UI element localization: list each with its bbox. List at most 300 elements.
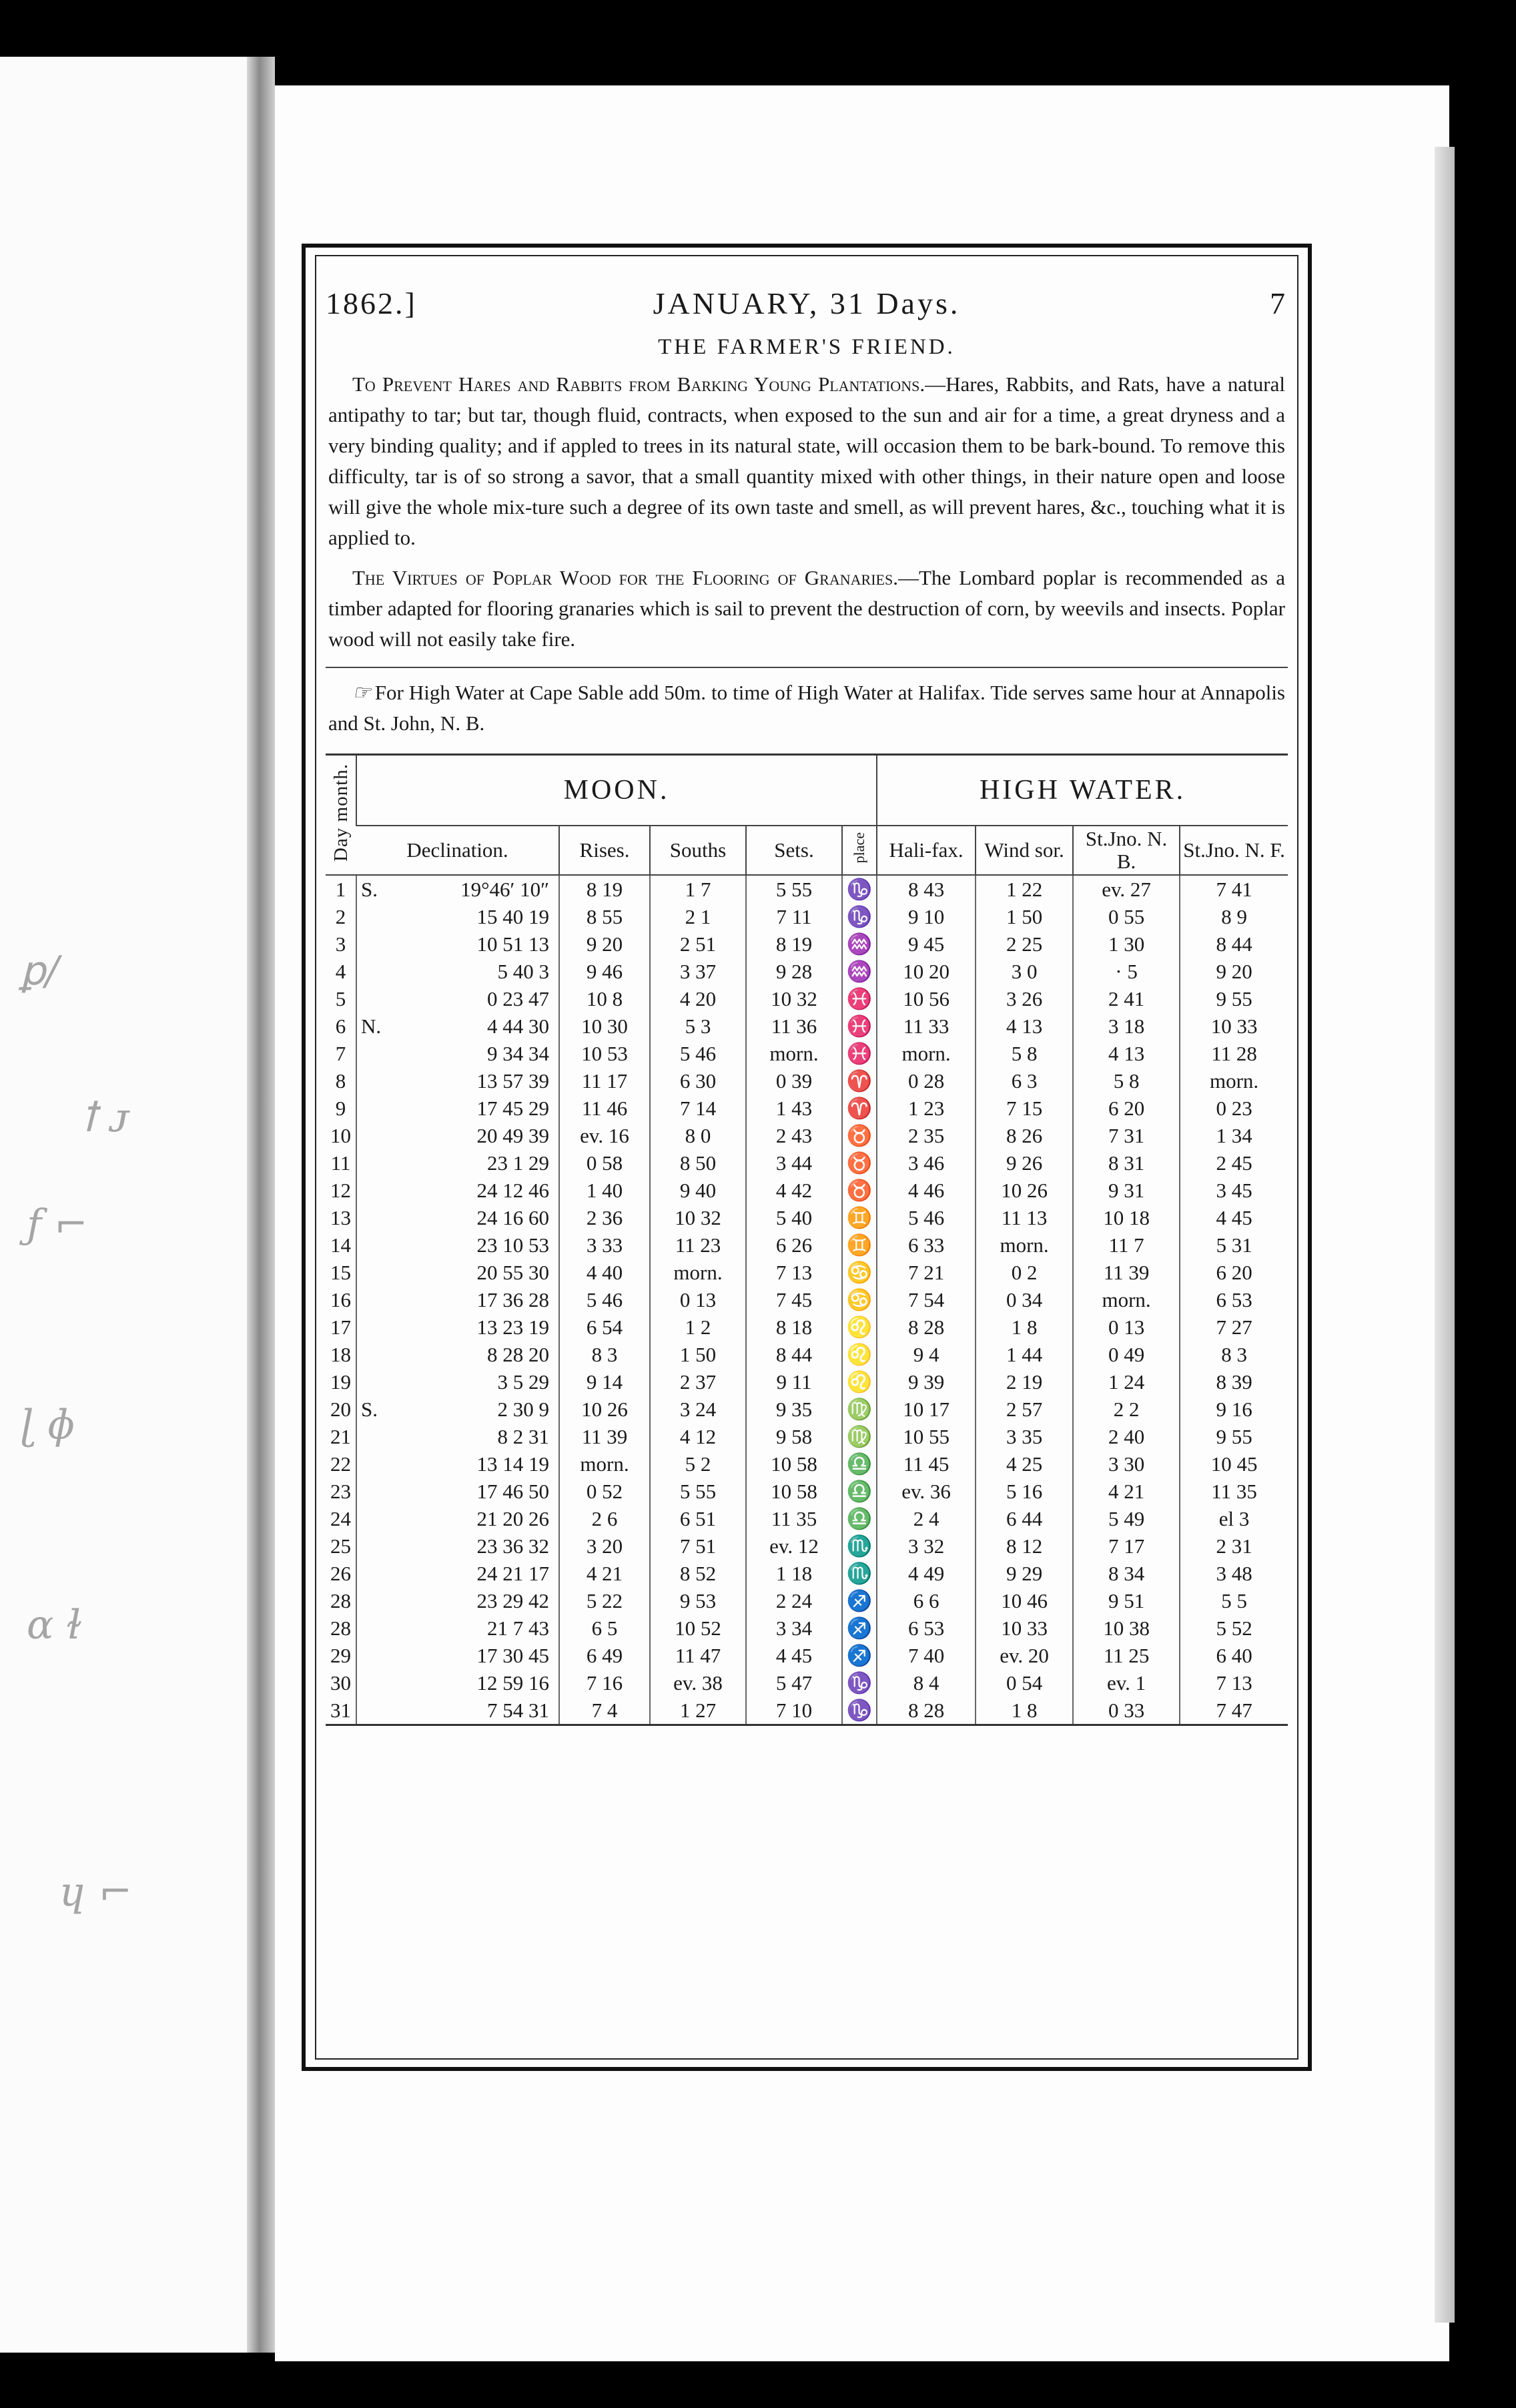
cell-windsor: 3 0 <box>976 958 1073 985</box>
cell-nf: 4 45 <box>1180 1204 1288 1231</box>
handwriting-mark: ꝑ/ <box>20 948 59 994</box>
cell-sets: 1 43 <box>746 1095 842 1122</box>
header-windsor: Wind sor. <box>976 826 1073 875</box>
cell-rises: 0 58 <box>559 1149 650 1177</box>
cell-halifax: 5 46 <box>877 1204 976 1231</box>
table-row <box>326 1204 1288 1231</box>
declination-direction <box>361 1204 394 1231</box>
divider <box>326 667 1288 668</box>
cell-souths: 1 50 <box>650 1341 746 1368</box>
cell-place: ♑ <box>842 875 877 903</box>
cell-nb: 2 41 <box>1073 985 1180 1012</box>
cell-day: 1 <box>335 878 346 901</box>
cell-declination <box>356 1450 559 1478</box>
cell-declination <box>356 1313 559 1341</box>
declination-value: 20 55 30 <box>476 1261 549 1284</box>
cell-declination <box>356 1259 559 1286</box>
cell-halifax: 0 28 <box>877 1067 976 1095</box>
declination-value: 17 36 28 <box>476 1288 549 1311</box>
cell-sets: 9 58 <box>746 1423 842 1450</box>
table-row <box>326 1177 1288 1204</box>
declination-direction <box>361 1067 394 1095</box>
cell-windsor: 1 8 <box>976 1313 1073 1341</box>
cell-nb: 2 2 <box>1073 1396 1180 1423</box>
cell-declination <box>356 1505 559 1532</box>
declination-value: 24 16 60 <box>476 1206 549 1229</box>
cell-souths: 1 7 <box>650 875 746 903</box>
cell-souths: 8 50 <box>650 1149 746 1177</box>
cell-windsor: ev. 20 <box>976 1642 1073 1669</box>
cell-nf: 5 52 <box>1180 1614 1288 1642</box>
cell-souths: 0 13 <box>650 1286 746 1313</box>
cell-nf: 1 34 <box>1180 1122 1288 1149</box>
declination-direction <box>361 1259 394 1286</box>
cell-place: ♏ <box>842 1532 877 1560</box>
cell-nf: 7 13 <box>1180 1669 1288 1697</box>
cell-rises: 9 20 <box>559 930 650 958</box>
cell-windsor: 5 16 <box>976 1478 1073 1505</box>
cell-day: 21 <box>330 1425 351 1448</box>
declination-value: 17 46 50 <box>476 1480 549 1503</box>
header-declination: Declination. <box>356 826 559 875</box>
cell-day: 12 <box>330 1179 351 1202</box>
cell-nf: 6 20 <box>1180 1259 1288 1286</box>
declination-direction <box>361 1368 394 1396</box>
cell-declination <box>356 1122 559 1149</box>
cell-declination <box>356 1396 559 1423</box>
declination-value: 13 23 19 <box>476 1315 549 1339</box>
cell-nb: 11 39 <box>1073 1259 1180 1286</box>
table-row <box>326 1341 1288 1368</box>
cell-place: ♎ <box>842 1505 877 1532</box>
cell-nf: 10 33 <box>1180 1012 1288 1040</box>
cell-rises: 8 19 <box>559 875 650 903</box>
cell-declination <box>356 875 559 903</box>
cell-halifax: 2 35 <box>877 1122 976 1149</box>
declination-direction <box>361 1177 394 1204</box>
cell-nb: 1 30 <box>1073 930 1180 958</box>
cell-day: 9 <box>335 1097 346 1120</box>
cell-nb: morn. <box>1073 1286 1180 1313</box>
cell-sets: 9 28 <box>746 958 842 985</box>
cell-declination <box>356 958 559 985</box>
cell-halifax: 9 45 <box>877 930 976 958</box>
cell-souths: 1 27 <box>650 1697 746 1724</box>
declination-value: 21 7 43 <box>487 1616 549 1640</box>
header-halifax: Hali-fax. <box>877 826 976 875</box>
cell-place: ♋ <box>842 1259 877 1286</box>
declination-direction <box>361 1478 394 1505</box>
cell-place: ♍ <box>842 1396 877 1423</box>
cell-sets: 5 47 <box>746 1669 842 1697</box>
cell-nf: 9 20 <box>1180 958 1288 985</box>
cell-windsor: 8 26 <box>976 1122 1073 1149</box>
cell-windsor: 1 22 <box>976 875 1073 903</box>
cell-nb: 11 25 <box>1073 1642 1180 1669</box>
table-row <box>326 1067 1288 1095</box>
header-souths: Souths <box>650 826 746 875</box>
article-heading: To Prevent Hares and Rabbits from Barking Young Plantations. <box>352 372 925 396</box>
cell-declination <box>356 903 559 930</box>
declination-direction <box>361 1149 394 1177</box>
cell-halifax: 4 49 <box>877 1560 976 1587</box>
declination-direction <box>361 930 394 958</box>
cell-halifax: 9 4 <box>877 1341 976 1368</box>
cell-rises: 6 54 <box>559 1313 650 1341</box>
cell-nf: 0 23 <box>1180 1095 1288 1122</box>
cell-nb: 5 49 <box>1073 1505 1180 1532</box>
cell-souths: 9 40 <box>650 1177 746 1204</box>
cell-windsor: 10 26 <box>976 1177 1073 1204</box>
cell-declination <box>356 1642 559 1669</box>
cell-halifax: 8 28 <box>877 1697 976 1724</box>
declination-value: 23 36 32 <box>476 1534 549 1558</box>
cell-declination <box>356 1204 559 1231</box>
cell-day: 10 <box>330 1124 351 1147</box>
cell-windsor: 9 26 <box>976 1149 1073 1177</box>
cell-windsor: morn. <box>976 1231 1073 1259</box>
declination-direction <box>361 1286 394 1313</box>
table-row <box>326 1122 1288 1149</box>
declination-direction <box>361 1231 394 1259</box>
handwriting-mark: ɑ ɫ <box>27 1602 82 1648</box>
cell-sets: 11 36 <box>746 1012 842 1040</box>
declination-value: 23 10 53 <box>476 1233 549 1257</box>
table-row <box>326 1396 1288 1423</box>
cell-nf: 5 5 <box>1180 1587 1288 1614</box>
cell-declination <box>356 985 559 1012</box>
cell-place: ♉ <box>842 1177 877 1204</box>
cell-place: ♋ <box>842 1286 877 1313</box>
cell-nb: 9 51 <box>1073 1587 1180 1614</box>
cell-declination <box>356 1587 559 1614</box>
table-row <box>326 1040 1288 1067</box>
handwriting-mark: ꝉ ᴊ <box>80 1095 130 1141</box>
cell-rises: 11 39 <box>559 1423 650 1450</box>
declination-direction <box>361 1313 394 1341</box>
cell-souths: 2 51 <box>650 930 746 958</box>
cell-windsor: 10 46 <box>976 1587 1073 1614</box>
cell-souths: 5 46 <box>650 1040 746 1067</box>
cell-sets: 7 45 <box>746 1286 842 1313</box>
table-row <box>326 1560 1288 1587</box>
cell-rises: 3 33 <box>559 1231 650 1259</box>
cell-halifax: 10 56 <box>877 985 976 1012</box>
cell-nb: 4 13 <box>1073 1040 1180 1067</box>
cell-nf: 6 53 <box>1180 1286 1288 1313</box>
cell-windsor: 4 13 <box>976 1012 1073 1040</box>
cell-halifax: 10 20 <box>877 958 976 985</box>
cell-halifax: 6 33 <box>877 1231 976 1259</box>
cell-place: ♎ <box>842 1450 877 1478</box>
cell-day: 26 <box>330 1562 351 1585</box>
cell-nb: 3 30 <box>1073 1450 1180 1478</box>
cell-halifax: 7 40 <box>877 1642 976 1669</box>
cell-nb: 10 18 <box>1073 1204 1180 1231</box>
cell-sets: 7 10 <box>746 1697 842 1724</box>
cell-place: ♑ <box>842 1697 877 1724</box>
cell-nf: 8 44 <box>1180 930 1288 958</box>
article-hares-rabbits <box>328 369 1285 553</box>
cell-souths: 3 37 <box>650 958 746 985</box>
cell-day: 29 <box>330 1644 351 1667</box>
cell-windsor: 1 50 <box>976 903 1073 930</box>
cell-souths: 10 32 <box>650 1204 746 1231</box>
cell-nb: 7 17 <box>1073 1532 1180 1560</box>
cell-rises: 10 26 <box>559 1396 650 1423</box>
declination-value: 3 5 29 <box>497 1370 549 1394</box>
handwriting-mark: ɭ ɸ <box>20 1402 75 1448</box>
header-sets: Sets. <box>746 826 842 875</box>
cell-halifax: 11 33 <box>877 1012 976 1040</box>
header-rises: Rises. <box>559 826 650 875</box>
cell-sets: 11 35 <box>746 1505 842 1532</box>
cell-rises: 8 55 <box>559 903 650 930</box>
cell-declination <box>356 1614 559 1642</box>
cell-declination <box>356 1040 559 1067</box>
section-title: THE FARMER'S FRIEND. <box>658 335 956 359</box>
table-row <box>326 1259 1288 1286</box>
cell-windsor: 7 15 <box>976 1095 1073 1122</box>
cell-sets: 2 43 <box>746 1122 842 1149</box>
declination-value: 8 2 31 <box>497 1425 549 1448</box>
cell-nf: 7 41 <box>1180 875 1288 903</box>
declination-value: 20 49 39 <box>476 1124 549 1147</box>
cell-halifax: 3 32 <box>877 1532 976 1560</box>
cell-rises: 10 8 <box>559 985 650 1012</box>
cell-sets: 9 11 <box>746 1368 842 1396</box>
cell-windsor: 6 44 <box>976 1505 1073 1532</box>
table-row <box>326 1450 1288 1478</box>
cell-rises: 7 16 <box>559 1669 650 1697</box>
declination-direction <box>361 1560 394 1587</box>
cell-souths: 1 2 <box>650 1313 746 1341</box>
cell-halifax: 8 43 <box>877 875 976 903</box>
cell-sets: 8 19 <box>746 930 842 958</box>
declination-value: 7 54 31 <box>487 1699 549 1722</box>
cell-nf: el 3 <box>1180 1505 1288 1532</box>
cell-declination <box>356 1149 559 1177</box>
cell-halifax: 11 45 <box>877 1450 976 1478</box>
cell-souths: 8 0 <box>650 1122 746 1149</box>
page-edge <box>1435 147 1455 2323</box>
cell-place: ♒ <box>842 958 877 985</box>
cell-day: 7 <box>335 1042 346 1065</box>
cell-souths: 8 52 <box>650 1560 746 1587</box>
cell-place: ♐ <box>842 1614 877 1642</box>
cell-day: 24 <box>330 1507 351 1530</box>
cell-rises: 6 5 <box>559 1614 650 1642</box>
cell-nf: 9 16 <box>1180 1396 1288 1423</box>
cell-souths: 5 2 <box>650 1450 746 1478</box>
cell-souths: 10 52 <box>650 1614 746 1642</box>
declination-direction <box>361 1697 394 1724</box>
cell-rises: 9 46 <box>559 958 650 985</box>
cell-place: ♉ <box>842 1122 877 1149</box>
declination-value: 13 14 19 <box>476 1452 549 1476</box>
declination-value: 24 21 17 <box>476 1562 549 1585</box>
cell-declination <box>356 1012 559 1040</box>
cell-nb: 0 49 <box>1073 1341 1180 1368</box>
cell-souths: 2 1 <box>650 903 746 930</box>
cell-windsor: 1 44 <box>976 1341 1073 1368</box>
cell-sets: 10 32 <box>746 985 842 1012</box>
table-row <box>326 1286 1288 1313</box>
declination-value: 0 23 47 <box>487 987 549 1010</box>
table-row <box>326 1532 1288 1560</box>
cell-nb: 1 24 <box>1073 1368 1180 1396</box>
cell-rises: 1 40 <box>559 1177 650 1204</box>
cell-sets: 9 35 <box>746 1396 842 1423</box>
cell-windsor: 4 25 <box>976 1450 1073 1478</box>
cell-nf: morn. <box>1180 1067 1288 1095</box>
table-row <box>326 1149 1288 1177</box>
cell-windsor: 9 29 <box>976 1560 1073 1587</box>
cell-place: ♌ <box>842 1341 877 1368</box>
cell-windsor: 5 8 <box>976 1040 1073 1067</box>
declination-direction <box>361 958 394 985</box>
cell-souths: 11 23 <box>650 1231 746 1259</box>
cell-nb: 9 31 <box>1073 1177 1180 1204</box>
cell-place: ♊ <box>842 1231 877 1259</box>
declination-direction <box>361 1040 394 1067</box>
declination-direction <box>361 985 394 1012</box>
declination-value: 5 40 3 <box>497 960 549 983</box>
cell-halifax: 9 39 <box>877 1368 976 1396</box>
cell-place: ♓ <box>842 1012 877 1040</box>
cell-declination <box>356 1231 559 1259</box>
cell-rises: 7 4 <box>559 1697 650 1724</box>
cell-rises: morn. <box>559 1450 650 1478</box>
cell-sets: 10 58 <box>746 1478 842 1505</box>
cell-day: 13 <box>330 1206 351 1229</box>
cell-nb: 11 7 <box>1073 1231 1180 1259</box>
cell-place: ♎ <box>842 1478 877 1505</box>
cell-day: 6 <box>335 1014 346 1038</box>
cell-nf: 3 48 <box>1180 1560 1288 1587</box>
cell-windsor: 0 34 <box>976 1286 1073 1313</box>
cell-day: 23 <box>330 1480 351 1503</box>
cell-halifax: 7 54 <box>877 1286 976 1313</box>
cell-nb: 8 31 <box>1073 1149 1180 1177</box>
cell-place: ♑ <box>842 903 877 930</box>
declination-value: 19°46′ 10″ <box>460 878 549 901</box>
cell-place: ♈ <box>842 1067 877 1095</box>
table-row <box>326 1368 1288 1396</box>
cell-day: 11 <box>330 1151 351 1175</box>
cell-day: 16 <box>330 1288 351 1311</box>
cell-nb: 10 38 <box>1073 1614 1180 1642</box>
cell-sets: 8 18 <box>746 1313 842 1341</box>
cell-windsor: 6 3 <box>976 1067 1073 1095</box>
cell-declination <box>356 1423 559 1450</box>
article-poplar-wood <box>328 563 1285 655</box>
cell-windsor: 10 33 <box>976 1614 1073 1642</box>
cell-place: ♊ <box>842 1204 877 1231</box>
cell-windsor: 1 8 <box>976 1697 1073 1724</box>
declination-direction <box>361 1587 394 1614</box>
cell-place: ♉ <box>842 1149 877 1177</box>
declination-value: 13 57 39 <box>476 1069 549 1093</box>
article-body: —Hares, Rabbits, and Rats, have a natural antipathy to tar; but tar, though fluid, contracts, when exposed to the sun and air for a time, a great dryness and a very binding quality; and if appled to trees in its natural state, will occasion them to be bark-bound. To remove this difficulty, tar is of so strong a savor, that a small quantity mixed with other things, in their nature open and loose will give the whole mix-ture such a degree of its own taste and smell, as will prevent hares, &c., touching what it is applied to. <box>328 372 1285 549</box>
cell-day: 2 <box>335 905 346 928</box>
cell-rises: 10 30 <box>559 1012 650 1040</box>
declination-value: 4 44 30 <box>487 1014 549 1038</box>
cell-rises: 4 21 <box>559 1560 650 1587</box>
pointing-hand-icon: ☞ <box>352 681 370 704</box>
cell-souths: 7 51 <box>650 1532 746 1560</box>
cell-windsor: 11 13 <box>976 1204 1073 1231</box>
book-gutter <box>247 57 275 2353</box>
cell-declination <box>356 1286 559 1313</box>
cell-rises: 11 46 <box>559 1095 650 1122</box>
declination-value: 10 51 13 <box>476 932 549 956</box>
cell-windsor: 8 12 <box>976 1532 1073 1560</box>
cell-day: 30 <box>330 1671 351 1695</box>
table-row <box>326 1423 1288 1450</box>
header-stjno-nb: St.Jno. N. B. <box>1073 826 1180 875</box>
cell-nf: 9 55 <box>1180 1423 1288 1450</box>
cell-day: 28 <box>330 1589 351 1612</box>
cell-windsor: 0 54 <box>976 1669 1073 1697</box>
cell-place: ♐ <box>842 1587 877 1614</box>
header-place: place <box>842 826 877 875</box>
cell-windsor: 3 35 <box>976 1423 1073 1450</box>
cell-day: 8 <box>335 1069 346 1093</box>
cell-nf: 11 28 <box>1180 1040 1288 1067</box>
cell-souths: 3 24 <box>650 1396 746 1423</box>
cell-day: 4 <box>335 960 346 983</box>
page-number: 7 <box>1270 286 1285 320</box>
cell-halifax: 6 53 <box>877 1614 976 1642</box>
cell-halifax: morn. <box>877 1040 976 1067</box>
cell-nb: 3 18 <box>1073 1012 1180 1040</box>
table-bottom-rule <box>326 1724 1288 1726</box>
table-row <box>326 875 1288 903</box>
cell-nb: 2 40 <box>1073 1423 1180 1450</box>
cell-windsor: 2 25 <box>976 930 1073 958</box>
declination-direction: S. <box>361 1398 378 1421</box>
cell-sets: 0 39 <box>746 1067 842 1095</box>
cell-nb: 8 34 <box>1073 1560 1180 1587</box>
declination-direction <box>361 1450 394 1478</box>
cell-day: 17 <box>330 1315 351 1339</box>
cell-declination <box>356 1177 559 1204</box>
cell-windsor: 2 57 <box>976 1396 1073 1423</box>
cell-halifax: 4 46 <box>877 1177 976 1204</box>
cell-nf: 11 35 <box>1180 1478 1288 1505</box>
cell-day: 18 <box>330 1343 351 1366</box>
almanac-table-body <box>326 875 1288 1724</box>
cell-rises: 9 14 <box>559 1368 650 1396</box>
cell-windsor: 0 2 <box>976 1259 1073 1286</box>
cell-halifax: 8 28 <box>877 1313 976 1341</box>
cell-souths: ev. 38 <box>650 1669 746 1697</box>
cell-declination <box>356 1669 559 1697</box>
cell-souths: 5 55 <box>650 1478 746 1505</box>
cell-souths: morn. <box>650 1259 746 1286</box>
cell-day: 3 <box>335 932 346 956</box>
cell-day: 20 <box>330 1398 351 1421</box>
cell-souths: 4 12 <box>650 1423 746 1450</box>
cell-nb: 0 33 <box>1073 1697 1180 1724</box>
cell-sets: 3 44 <box>746 1149 842 1177</box>
declination-direction <box>361 1341 394 1368</box>
declination-value: 21 20 26 <box>476 1507 549 1530</box>
cell-place: ♏ <box>842 1560 877 1587</box>
cell-nf: 8 9 <box>1180 903 1288 930</box>
table-row <box>326 1095 1288 1122</box>
